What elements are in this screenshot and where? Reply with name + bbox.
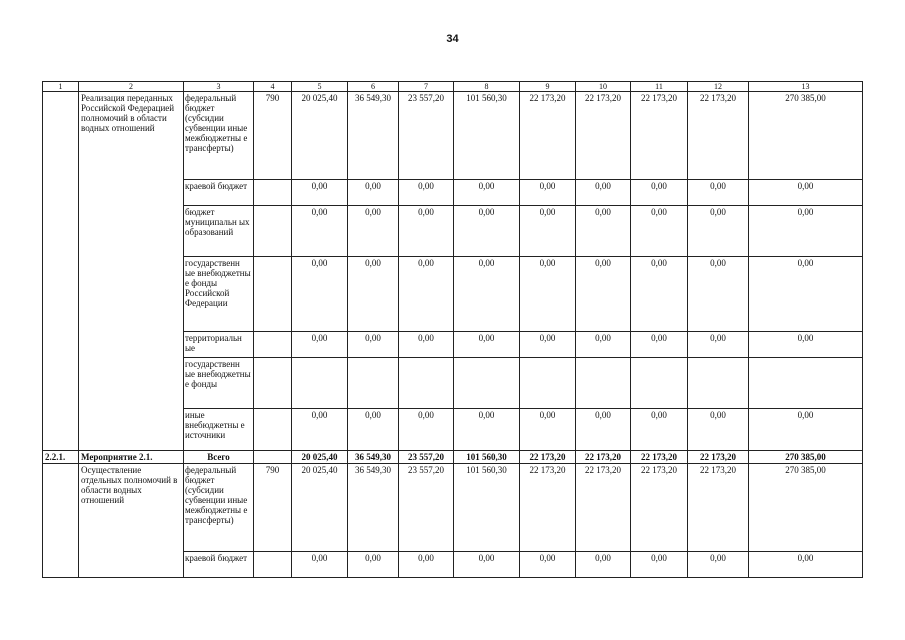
- table-cell-col6: 0,00: [348, 552, 399, 578]
- table-cell-col7: 23 557,20: [399, 92, 454, 180]
- table-cell-col9: 0,00: [520, 206, 576, 257]
- table-cell-col4: [254, 332, 292, 358]
- table-cell-col7: 23 557,20: [399, 451, 454, 464]
- table-cell-col5: 0,00: [292, 257, 348, 332]
- table-cell-col12: 0,00: [688, 180, 749, 206]
- table-cell-col10: 22 173,20: [576, 464, 631, 552]
- table-cell-col11: 22 173,20: [631, 464, 688, 552]
- table-cell-col8: [454, 358, 520, 409]
- table-cell-col10: 0,00: [576, 180, 631, 206]
- table-cell-col7: 0,00: [399, 332, 454, 358]
- table-cell-col1: [43, 92, 79, 451]
- table-cell-col12: 0,00: [688, 552, 749, 578]
- col-header: 8: [454, 82, 520, 92]
- table-cell-col8: 0,00: [454, 552, 520, 578]
- table-cell-col10: 22 173,20: [576, 92, 631, 180]
- col-header: 4: [254, 82, 292, 92]
- table-cell-col3: государственн ые внебюджетны е фонды: [184, 358, 254, 409]
- table-cell-col10: 0,00: [576, 332, 631, 358]
- table-cell-col9: 22 173,20: [520, 451, 576, 464]
- table-cell-col13: 0,00: [749, 332, 863, 358]
- col-header: 1: [43, 82, 79, 92]
- table-cell-col4: [254, 358, 292, 409]
- table-cell-col4: [254, 180, 292, 206]
- table-cell-col5: 0,00: [292, 552, 348, 578]
- table-cell-col2: Осуществление отдельных полномочий в области водных отношений: [79, 464, 184, 578]
- table-cell-col5: 20 025,40: [292, 464, 348, 552]
- table-cell-col9: 0,00: [520, 180, 576, 206]
- table-cell-col3: государственн ые внебюджетны е фонды Российской Федерации: [184, 257, 254, 332]
- table-cell-col4: [254, 409, 292, 451]
- table-cell-col11: 22 173,20: [631, 92, 688, 180]
- table-cell-col11: 0,00: [631, 257, 688, 332]
- table-cell-col6: 0,00: [348, 332, 399, 358]
- table-cell-col3: Всего: [184, 451, 254, 464]
- table-cell-col13: 270 385,00: [749, 464, 863, 552]
- table-cell-col10: 0,00: [576, 409, 631, 451]
- table-cell-col4: [254, 552, 292, 578]
- table-cell-col5: 20 025,40: [292, 92, 348, 180]
- table-row: [43, 92, 863, 180]
- table-cell-col9: 0,00: [520, 332, 576, 358]
- col-header: 12: [688, 82, 749, 92]
- col-header: 7: [399, 82, 454, 92]
- table-cell-col10: [576, 358, 631, 409]
- table-cell-col3: бюджет муниципальн ых образований: [184, 206, 254, 257]
- table-cell-col4: [254, 257, 292, 332]
- table-cell-col6: [348, 358, 399, 409]
- table-cell-col10: 22 173,20: [576, 451, 631, 464]
- table-cell-col7: 0,00: [399, 409, 454, 451]
- table-cell-col6: 0,00: [348, 257, 399, 332]
- table-cell-col6: 0,00: [348, 206, 399, 257]
- table-cell-col13: 0,00: [749, 257, 863, 332]
- table-cell-col10: 0,00: [576, 206, 631, 257]
- budget-table: [42, 81, 863, 578]
- table-cell-col4: 790: [254, 92, 292, 180]
- col-header: 3: [184, 82, 254, 92]
- table-cell-col12: 22 173,20: [688, 92, 749, 180]
- table-cell-col2: Реализация переданных Российской Федерацией полномочий в области водных отношений: [79, 92, 184, 451]
- table-cell-col5: 0,00: [292, 332, 348, 358]
- table-cell-col5: 0,00: [292, 180, 348, 206]
- table-cell-col6: 36 549,30: [348, 451, 399, 464]
- table-cell-col9: 0,00: [520, 409, 576, 451]
- table-cell-col8: 0,00: [454, 257, 520, 332]
- table-cell-col5: 0,00: [292, 206, 348, 257]
- table-cell-col10: 0,00: [576, 552, 631, 578]
- table-cell-col12: 22 173,20: [688, 451, 749, 464]
- table-cell-col2: Мероприятие 2.1.: [79, 451, 184, 464]
- table-cell-col12: 0,00: [688, 332, 749, 358]
- table-cell-col4: 790: [254, 464, 292, 552]
- col-header: 13: [749, 82, 863, 92]
- table-cell-col3: федеральный бюджет (субсидии субвенции иные межбюджетны е трансферты): [184, 92, 254, 180]
- table-cell-col8: 101 560,30: [454, 451, 520, 464]
- table-cell-col11: 0,00: [631, 409, 688, 451]
- table-cell-col12: [688, 358, 749, 409]
- table-cell-col6: 0,00: [348, 409, 399, 451]
- table-cell-col3: краевой бюджет: [184, 180, 254, 206]
- table-cell-col7: [399, 358, 454, 409]
- table-cell-col10: 0,00: [576, 257, 631, 332]
- table-cell-col13: 0,00: [749, 552, 863, 578]
- table-cell-col5: [292, 358, 348, 409]
- table-cell-col4: [254, 206, 292, 257]
- col-header: 6: [348, 82, 399, 92]
- table-cell-col9: 0,00: [520, 552, 576, 578]
- col-header: 11: [631, 82, 688, 92]
- col-header: 9: [520, 82, 576, 92]
- table-cell-col3: иные внебюджетны е источники: [184, 409, 254, 451]
- table-cell-col9: [520, 358, 576, 409]
- table-cell-col3: краевой бюджет: [184, 552, 254, 578]
- table-cell-col12: 0,00: [688, 409, 749, 451]
- table-cell-col11: 0,00: [631, 552, 688, 578]
- table-cell-col7: 0,00: [399, 257, 454, 332]
- table-cell-col8: 101 560,30: [454, 92, 520, 180]
- table-cell-col12: 22 173,20: [688, 464, 749, 552]
- col-header: 5: [292, 82, 348, 92]
- table-cell-col11: 0,00: [631, 206, 688, 257]
- table-cell-col11: [631, 358, 688, 409]
- col-header: 10: [576, 82, 631, 92]
- table-cell-col1: [43, 464, 79, 578]
- table-cell-col8: 101 560,30: [454, 464, 520, 552]
- table-cell-col7: 0,00: [399, 552, 454, 578]
- table-cell-col8: 0,00: [454, 332, 520, 358]
- header-row: [43, 82, 863, 92]
- table-cell-col8: 0,00: [454, 180, 520, 206]
- table-cell-col13: 270 385,00: [749, 92, 863, 180]
- table-cell-col9: 0,00: [520, 257, 576, 332]
- table-cell-col12: 0,00: [688, 257, 749, 332]
- table-row: [43, 451, 863, 464]
- table-cell-col6: 36 549,30: [348, 92, 399, 180]
- table-cell-col8: 0,00: [454, 206, 520, 257]
- table-cell-col7: 0,00: [399, 180, 454, 206]
- table-cell-col4: [254, 451, 292, 464]
- table-cell-col13: 270 385,00: [749, 451, 863, 464]
- table-cell-col3: территориальн ые: [184, 332, 254, 358]
- table-cell-col7: 23 557,20: [399, 464, 454, 552]
- table-cell-col7: 0,00: [399, 206, 454, 257]
- table-cell-col9: 22 173,20: [520, 92, 576, 180]
- table-cell-col8: 0,00: [454, 409, 520, 451]
- table-cell-col11: 22 173,20: [631, 451, 688, 464]
- table-cell-col3: федеральный бюджет (субсидии субвенции иные межбюджетны е трансферты): [184, 464, 254, 552]
- table-row: [43, 464, 863, 552]
- table-cell-col1: 2.2.1.: [43, 451, 79, 464]
- table-cell-col5: 0,00: [292, 409, 348, 451]
- table-cell-col11: 0,00: [631, 332, 688, 358]
- page-number: 34: [446, 33, 459, 45]
- table-cell-col11: 0,00: [631, 180, 688, 206]
- table-cell-col6: 0,00: [348, 180, 399, 206]
- table-cell-col9: 22 173,20: [520, 464, 576, 552]
- col-header: 2: [79, 82, 184, 92]
- table-cell-col5: 20 025,40: [292, 451, 348, 464]
- table-cell-col13: 0,00: [749, 180, 863, 206]
- table-cell-col12: 0,00: [688, 206, 749, 257]
- table-cell-col13: 0,00: [749, 206, 863, 257]
- table-cell-col13: [749, 358, 863, 409]
- table-cell-col13: 0,00: [749, 409, 863, 451]
- table-cell-col6: 36 549,30: [348, 464, 399, 552]
